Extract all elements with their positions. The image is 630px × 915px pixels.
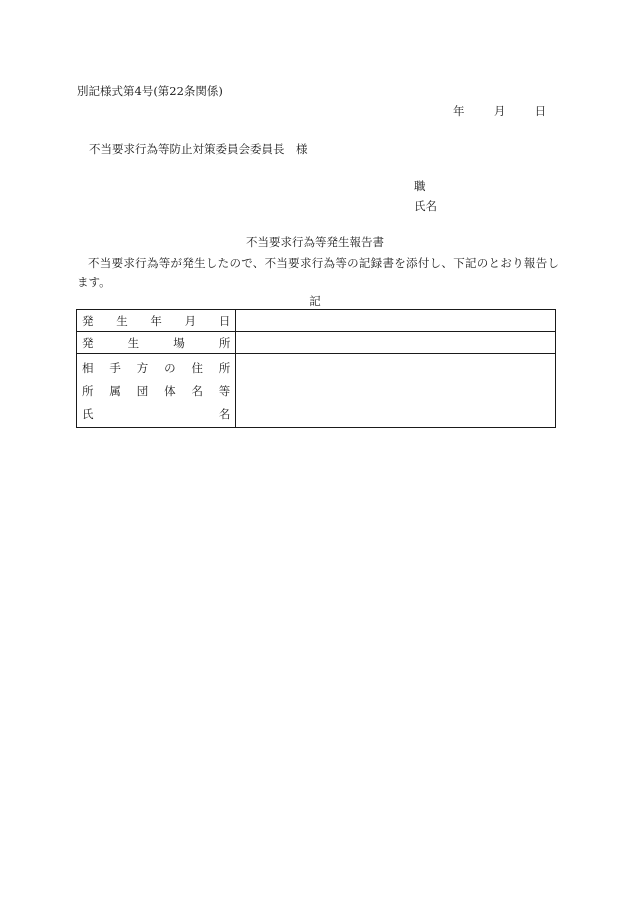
date-month-label: 月 bbox=[493, 104, 506, 118]
label-char: 属 bbox=[109, 384, 121, 398]
label-char: 月 bbox=[184, 313, 197, 328]
body-text: 不当要求行為等が発生したので、不当要求行為等の記録書を添付し、下記のとおり報告します。 bbox=[77, 256, 559, 289]
sender-name-label: 氏名 bbox=[414, 199, 437, 213]
label-char: 生 bbox=[116, 313, 128, 328]
addressee: 不当要求行為等防止対策委員会委員長 様 bbox=[89, 142, 308, 156]
label-char: 等 bbox=[218, 384, 231, 398]
label-char: 住 bbox=[191, 361, 203, 375]
table-row bbox=[77, 332, 556, 354]
label-char: 名 bbox=[218, 407, 231, 421]
label-char: 発 bbox=[82, 335, 94, 350]
ki-heading: 記 bbox=[309, 294, 321, 308]
date-line bbox=[453, 104, 546, 118]
counterparty-value[interactable] bbox=[236, 354, 556, 428]
document-title: 不当要求行為等発生報告書 bbox=[246, 235, 384, 249]
label-char: 体 bbox=[164, 384, 176, 398]
occurrence-date-label bbox=[77, 310, 236, 332]
counterparty-name-label bbox=[82, 407, 230, 421]
label-char: 所 bbox=[218, 335, 231, 350]
label-char: 年 bbox=[150, 313, 162, 328]
label-char: 名 bbox=[191, 384, 203, 398]
label-char: 発 bbox=[82, 313, 94, 328]
occurrence-place-label bbox=[77, 332, 236, 354]
label-char: 所 bbox=[82, 384, 94, 398]
counterparty-organization-label bbox=[82, 384, 230, 398]
label-char: 手 bbox=[109, 361, 121, 375]
occurrence-place-value[interactable] bbox=[236, 332, 556, 354]
label-char: 生 bbox=[127, 335, 140, 350]
table-row bbox=[77, 310, 556, 332]
label-char: 方 bbox=[136, 361, 149, 375]
label-char: 日 bbox=[218, 313, 231, 328]
occurrence-date-value[interactable] bbox=[236, 310, 556, 332]
record-table bbox=[76, 309, 556, 428]
date-day-label: 日 bbox=[534, 104, 547, 118]
counterparty-address-label bbox=[82, 361, 230, 375]
counterparty-label bbox=[77, 354, 236, 428]
label-char: 相 bbox=[82, 361, 94, 375]
date-year-label: 年 bbox=[453, 104, 465, 118]
label-char: 場 bbox=[173, 335, 185, 350]
table-row bbox=[77, 354, 556, 428]
label-char: 所 bbox=[218, 361, 231, 375]
label-char: の bbox=[164, 361, 176, 375]
label-char: 氏 bbox=[82, 407, 94, 421]
sender-position-label: 職 bbox=[414, 179, 426, 193]
label-char: 団 bbox=[136, 384, 149, 398]
form-number: 別記様式第4号(第22条関係) bbox=[77, 84, 223, 98]
